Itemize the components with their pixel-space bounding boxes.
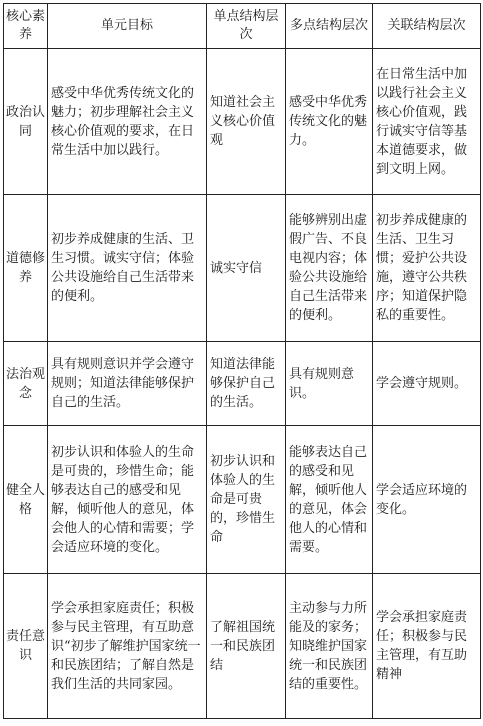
unit-goal-cell: 初步认识和体验人的生命是可贵的，珍惜生命；能够表达自己的感受和见解，倾听他人的意见，体会他人的心情和需要；学会适应环境的变化。 <box>48 426 207 574</box>
multi-point-cell: 主动参与力所能及的家务；知晓维护国家统一和民族团结的重要性。 <box>286 574 373 719</box>
goals-table-wrapper <box>3 3 480 719</box>
single-point-cell: 诚实守信 <box>207 195 286 342</box>
single-point-cell: 了解祖国统一和民族团结 <box>207 574 286 719</box>
header-multi-point: 多点结构层次 <box>286 4 373 49</box>
category-cell: 政治认同 <box>4 49 48 195</box>
multi-point-cell: 能够表达自己的感受和见解，倾听他人的意见，体会他人的心情和需要。 <box>286 426 373 574</box>
category-cell: 道德修养 <box>4 195 48 342</box>
unit-goal-cell: 初步养成健康的生活、卫生习惯。诚实守信；体验公共设施给自己生活带来的便利。 <box>48 195 207 342</box>
single-point-cell: 知道社会主义核心价值观 <box>207 49 286 195</box>
unit-goal-cell: 具有规则意识并学会遵守规则；知道法律能够保护自己的生活。 <box>48 342 207 426</box>
relational-cell: 学会适应环境的变化。 <box>373 426 481 574</box>
category-cell: 法治观念 <box>4 342 48 426</box>
category-cell: 健全人格 <box>4 426 48 574</box>
header-unit-goal: 单元目标 <box>48 4 207 49</box>
unit-goal-cell: 学会承担家庭责任；积极参与民主管理，有互助意识“初步了解维护国家统一和民族团结；了解自然是我们生活的共同家园。 <box>48 574 207 719</box>
table-row <box>4 342 481 426</box>
table-row <box>4 426 481 574</box>
table-row <box>4 49 481 195</box>
relational-cell: 学会遵守规则。 <box>373 342 481 426</box>
category-cell: 责任意识 <box>4 574 48 719</box>
multi-point-cell: 能够辨别出虚假广告、不良电视内容；体验公共设施给自己生活带来的便利。 <box>286 195 373 342</box>
header-core-literacy: 核心素养 <box>4 4 48 49</box>
header-single-point: 单点结构层次 <box>207 4 286 49</box>
core-literacy-table <box>3 3 481 719</box>
single-point-cell: 初步认识和体验人的生命是可贵的，珍惜生命 <box>207 426 286 574</box>
single-point-cell: 知道法律能够保护自己的生活。 <box>207 342 286 426</box>
table-header-row <box>4 4 481 49</box>
header-relational: 关联结构层次 <box>373 4 481 49</box>
relational-cell: 学会承担家庭责任；积极参与民主管理，有互助精神 <box>373 574 481 719</box>
table-row <box>4 195 481 342</box>
table-row <box>4 574 481 719</box>
multi-point-cell: 感受中华优秀传统文化的魅力。 <box>286 49 373 195</box>
multi-point-cell: 具有规则意识。 <box>286 342 373 426</box>
relational-cell: 初步养成健康的生活、卫生习惯；爱护公共设施，遵守公共秩序；知道保护隐私的重要性。 <box>373 195 481 342</box>
relational-cell: 在日常生活中加以践行社会主义核心价值观，践行诚实守信等基本道德要求，做到文明上网。 <box>373 49 481 195</box>
unit-goal-cell: 感受中华优秀传统文化的魅力；初步理解社会主义核心价值观的要求，在日常生活中加以践行。 <box>48 49 207 195</box>
